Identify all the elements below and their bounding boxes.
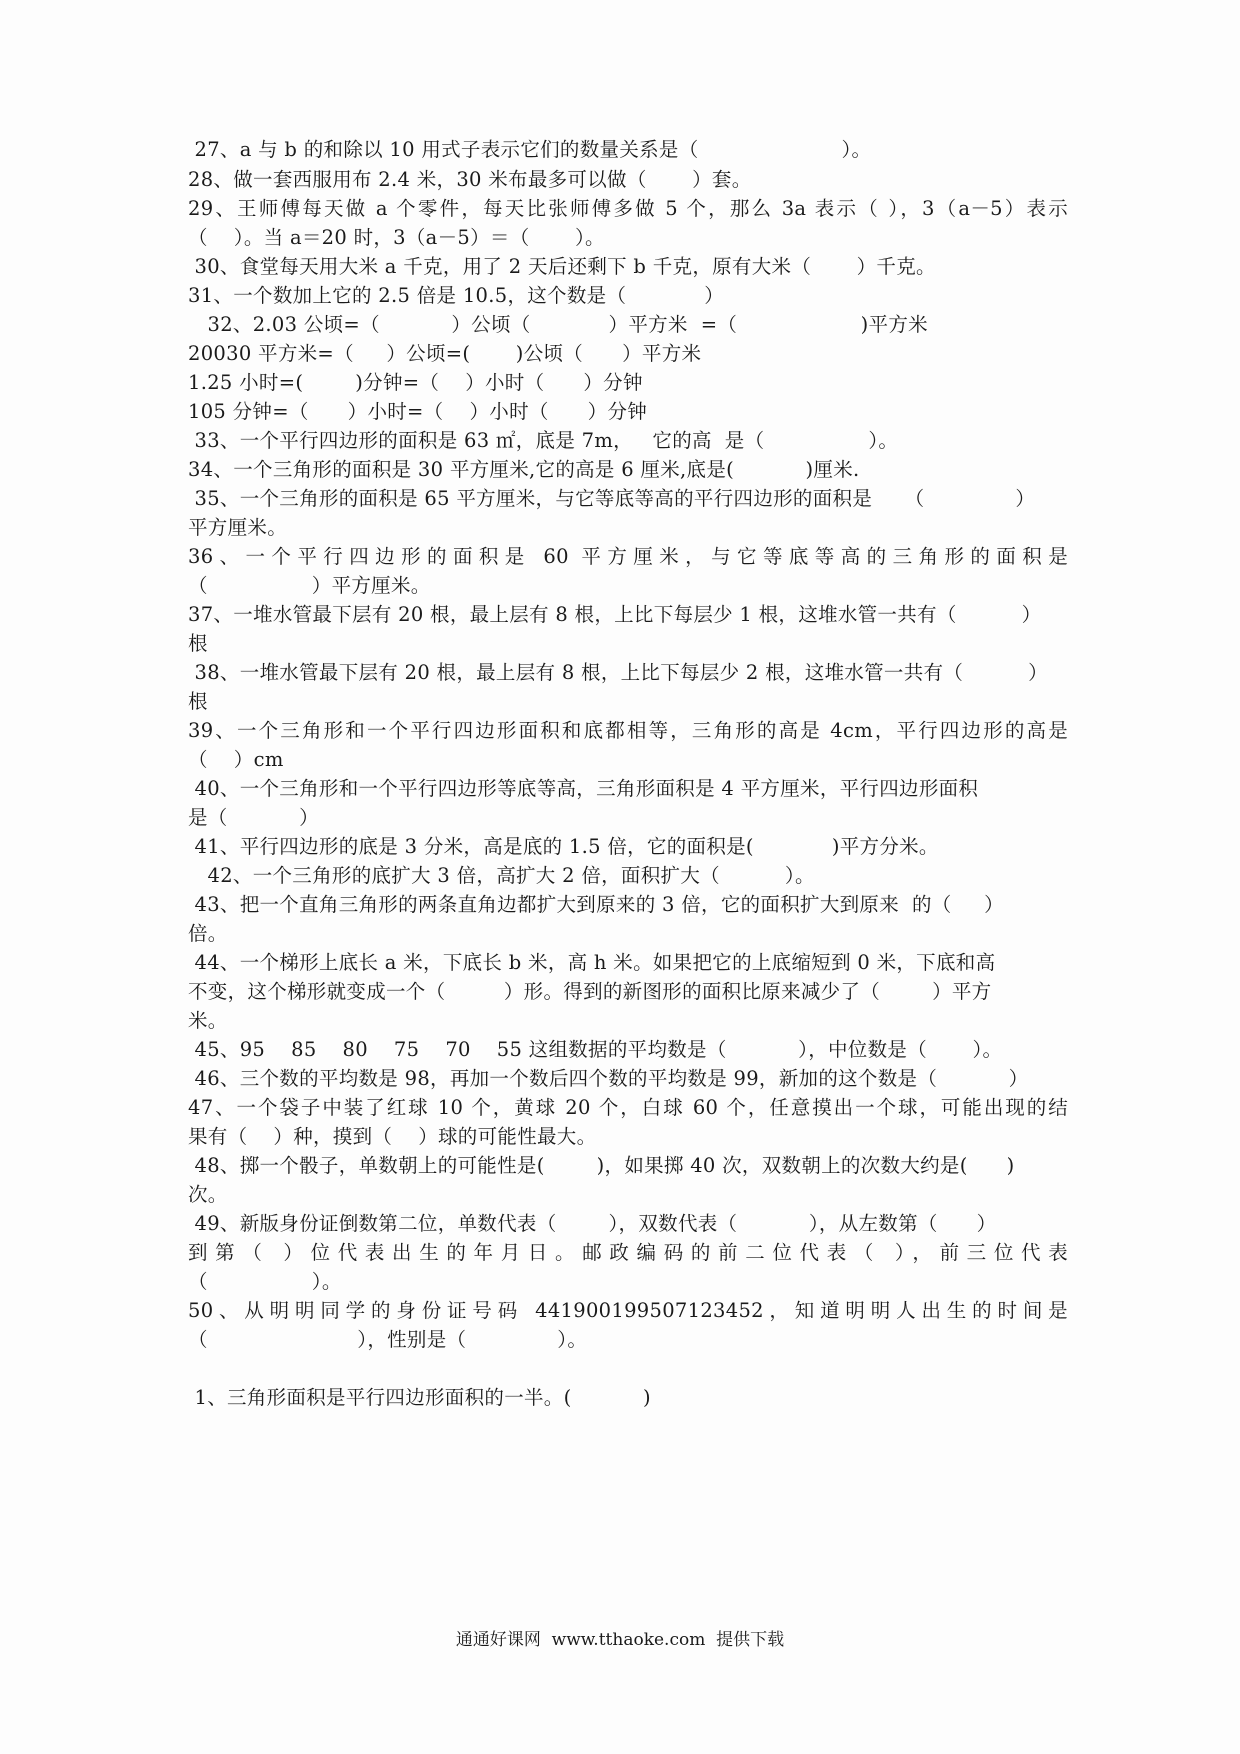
question-50-line-1: 50、从明明同学的身份证号码 441900199507123452，知道明明人出生的时间是 [188, 1299, 1068, 1322]
question-35-line-2: 平方厘米。 [188, 516, 288, 539]
footer-credit: 通通好课网 www.tthaoke.com 提供下载 [455, 1630, 785, 1650]
question-30: 30、食堂每天用大米 a 千克，用了 2 天后还剩下 b 千克，原有大米（ ）千克。 [188, 255, 936, 278]
question-38-line-1: 38、一堆水管最下层有 20 根，最上层有 8 根，上比下每层少 2 根，这堆水管一共有（ ） [188, 661, 1048, 684]
question-32-line-2: 20030 平方米=（ ）公顷=( )公顷（ ）平方米 [188, 342, 702, 365]
question-47-line-2: 果有（ ）种，摸到（ ）球的可能性最大。 [188, 1125, 597, 1148]
question-38-line-2: 根 [188, 690, 208, 713]
question-49-line-2: 到第（ ）位代表出生的年月日。邮政编码的前二位代表（ ），前三位代表 [188, 1241, 1068, 1264]
question-42: 42、一个三角形的底扩大 3 倍，高扩大 2 倍，面积扩大（ ）。 [188, 864, 815, 887]
question-41: 41、平行四边形的底是 3 分米，高是底的 1.5 倍，它的面积是( )平方分米。 [188, 835, 939, 858]
question-45: 45、95 85 80 75 70 55 这组数据的平均数是（ ），中位数是（ ）。 [188, 1038, 1003, 1061]
question-37-line-2: 根 [188, 632, 208, 655]
question-40-line-2: 是（ ） [188, 806, 319, 829]
question-47-line-1: 47、一个袋子中装了红球 10 个，黄球 20 个，白球 60 个，任意摸出一个球，可能出现的结 [188, 1096, 1068, 1119]
question-44-line-3: 米。 [188, 1009, 228, 1032]
question-27: 27、a 与 b 的和除以 10 用式子表示它们的数量关系是（ ）。 [188, 138, 872, 161]
question-29-line-2: （ ）。当 a＝20 时，3（a－5）＝（ ）。 [188, 226, 605, 249]
question-48-line-1: 48、掷一个骰子，单数朝上的可能性是( )，如果掷 40 次，双数朝上的次数大约是( ) [188, 1154, 1015, 1177]
question-32-line-3: 1.25 小时=( )分钟=（ ）小时（ ）分钟 [188, 371, 643, 394]
question-40-line-1: 40、一个三角形和一个平行四边形等底等高，三角形面积是 4 平方厘米，平行四边形面积 [188, 777, 979, 800]
question-32-line-4: 105 分钟=（ ）小时=（ ）小时（ ）分钟 [188, 400, 648, 423]
question-29-line-1: 29、王师傅每天做 a 个零件，每天比张师傅多做 5 个，那么 3a 表示（ ），3（a－5）表示 [188, 197, 1068, 220]
question-32-line-1: 32、2.03 公顷=（ ）公顷（ ）平方米 =（ )平方米 [188, 313, 928, 336]
question-39-line-1: 39、一个三角形和一个平行四边形面积和底都相等，三角形的高是 4cm，平行四边形的高是 [188, 719, 1068, 742]
question-31: 31、一个数加上它的 2.5 倍是 10.5，这个数是（ ） [188, 284, 725, 307]
question-43-line-2: 倍。 [188, 922, 228, 945]
question-50-line-2: （ ），性别是（ ）。 [188, 1328, 588, 1351]
question-35-line-1: 35、一个三角形的面积是 65 平方厘米，与它等底等高的平行四边形的面积是 （ ） [188, 487, 1036, 510]
question-46: 46、三个数的平均数是 98，再加一个数后四个数的平均数是 99，新加的这个数是（ ） [188, 1067, 1029, 1090]
question-36-line-2: （ ）平方厘米。 [188, 574, 431, 597]
question-43-line-1: 43、把一个直角三角形的两条直角边都扩大到原来的 3 倍，它的面积扩大到原来 的（ ） [188, 893, 1004, 916]
question-37-line-1: 37、一堆水管最下层有 20 根，最上层有 8 根，上比下每层少 1 根，这堆水管一共有（ ） [188, 603, 1042, 626]
question-44-line-1: 44、一个梯形上底长 a 米，下底长 b 米，高 h 米。如果把它的上底缩短到 0 米，下底和高 [188, 951, 996, 974]
question-49-line-1: 49、新版身份证倒数第二位，单数代表（ ），双数代表（ ），从左数第（ ） [188, 1212, 997, 1235]
question-36-line-1: 36、一个平行四边形的面积是 60 平方厘米，与它等底等高的三角形的面积是 [188, 545, 1068, 568]
question-34: 34、一个三角形的面积是 30 平方厘米,它的高是 6 厘米,底是( )厘米. [188, 458, 860, 481]
question-33: 33、一个平行四边形的面积是 63 ㎡，底是 7m， 它的高 是（ ）。 [188, 429, 899, 452]
question-28: 28、做一套西服用布 2.4 米，30 米布最多可以做（ ）套。 [188, 168, 752, 191]
judgement-question-1: 1、三角形面积是平行四边形面积的一半。( ) [188, 1386, 651, 1409]
question-48-line-2: 次。 [188, 1183, 228, 1206]
question-44-line-2: 不变，这个梯形就变成一个（ ）形。得到的新图形的面积比原来减少了（ ）平方 [188, 980, 992, 1003]
question-39-line-2: （ ）cm [188, 748, 284, 771]
question-49-line-3: （ ）。 [188, 1270, 342, 1293]
